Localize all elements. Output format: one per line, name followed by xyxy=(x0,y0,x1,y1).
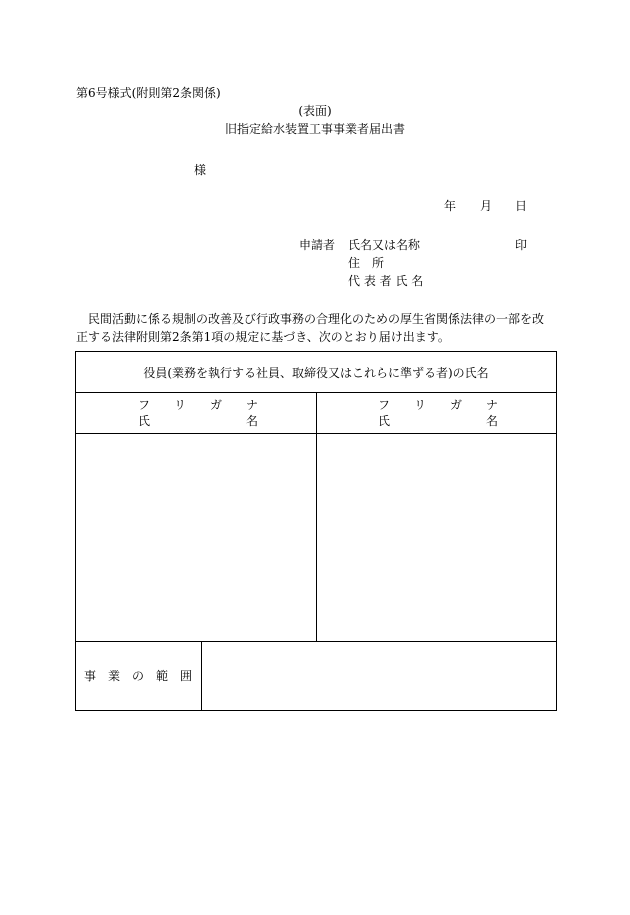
furigana-char: リ xyxy=(173,398,186,412)
body-text-line1: 民間活動に係る規制の改善及び行政事務の合理化のための厚生省関係法律の一部を改 xyxy=(88,312,545,326)
furigana-char: フ xyxy=(378,398,391,412)
applicant-address-label: 住 所 xyxy=(348,256,385,270)
name-char: 名 xyxy=(485,414,498,428)
applicant-label: 申請者 xyxy=(299,238,336,252)
body-text-line2: 正する法律附則第2条第1項の規定に基づき、次のとおり届け出ます。 xyxy=(76,330,450,344)
furigana-char: ナ xyxy=(485,398,498,412)
officer-table-header: 役員(業務を執行する社員、取締役又はこれらに準ずる者)の氏名 xyxy=(143,366,489,380)
furigana-char: ガ xyxy=(449,398,462,412)
applicant-name-label: 氏名又は名称 xyxy=(348,238,421,252)
name-char: 氏 xyxy=(378,414,391,428)
business-scope-label xyxy=(84,669,192,683)
applicant-representative-label: 代 表 者 氏 名 xyxy=(348,274,424,288)
furigana-char: リ xyxy=(413,398,426,412)
officer-entry-area-left[interactable] xyxy=(76,434,316,641)
furigana-char: ガ xyxy=(209,398,222,412)
furigana-char: フ xyxy=(138,398,151,412)
name-label-left xyxy=(138,414,258,428)
scope-char: 囲 xyxy=(179,669,192,683)
furigana-label-left xyxy=(138,398,258,412)
scope-char: 業 xyxy=(107,669,120,683)
table-bottom-border xyxy=(75,710,557,711)
side-label: (表面) xyxy=(298,104,332,118)
date-month: 月 xyxy=(480,199,493,213)
scope-char: の xyxy=(131,669,144,683)
table-right-border xyxy=(556,351,557,711)
officer-entry-area-right[interactable] xyxy=(317,434,556,641)
seal-mark: 印 xyxy=(515,238,528,252)
name-char: 氏 xyxy=(138,414,151,428)
furigana-char: ナ xyxy=(245,398,258,412)
name-char: 名 xyxy=(245,414,258,428)
scope-char: 事 xyxy=(84,669,97,683)
date-year: 年 xyxy=(444,199,457,213)
addressee-suffix: 様 xyxy=(194,163,207,177)
document-title: 旧指定給水装置工事事業者届出書 xyxy=(224,122,405,136)
date-day: 日 xyxy=(515,199,528,213)
form-number: 第6号様式(附則第2条関係) xyxy=(76,86,221,100)
scope-char: 範 xyxy=(155,669,168,683)
furigana-label-right xyxy=(378,398,498,412)
business-scope-entry[interactable] xyxy=(202,642,556,710)
name-label-right xyxy=(378,414,498,428)
table-top-border xyxy=(75,351,557,352)
